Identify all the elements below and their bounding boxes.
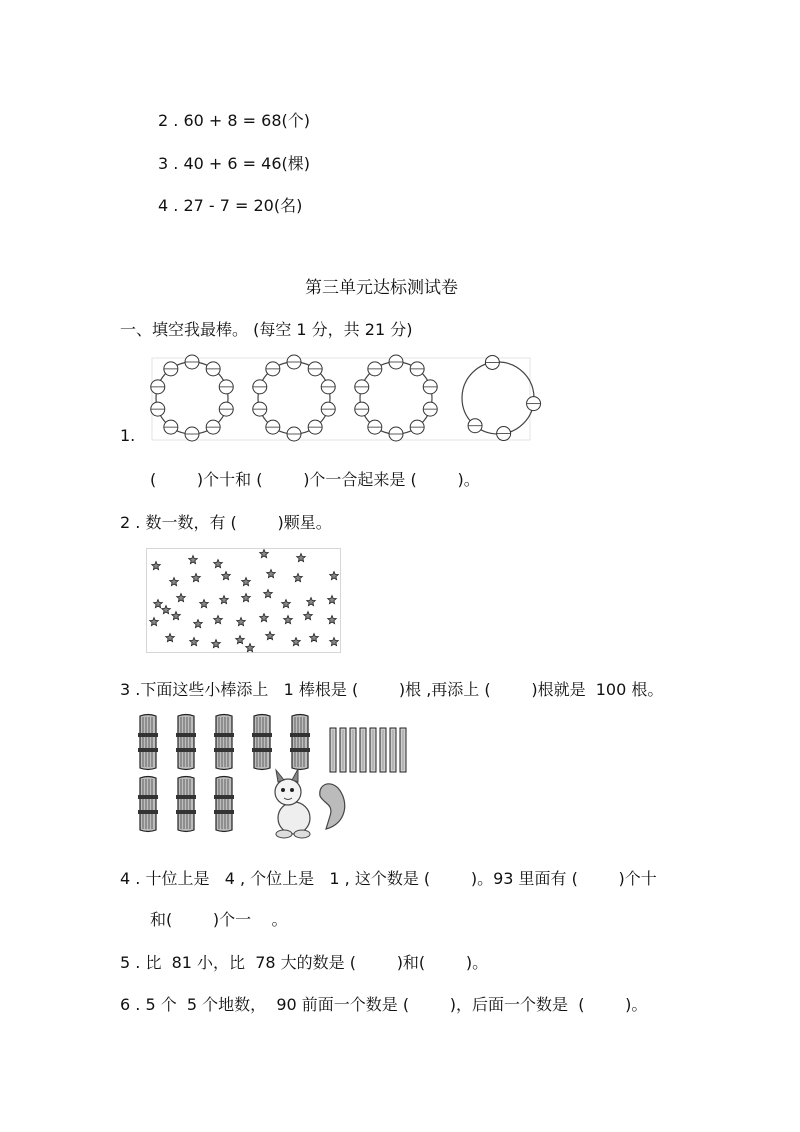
star (236, 636, 245, 644)
single-stick (350, 728, 356, 772)
bead (206, 420, 220, 434)
star (212, 640, 221, 648)
star (282, 600, 291, 608)
stick-bundle (138, 715, 158, 770)
bead (266, 362, 280, 376)
single-stick (370, 728, 376, 772)
bead-ring (253, 355, 335, 441)
bead (423, 402, 437, 416)
stick-bundle (252, 715, 272, 770)
single-stick (360, 728, 366, 772)
bead (355, 380, 369, 394)
star (292, 638, 301, 646)
q3-sticks-figure (134, 712, 434, 837)
star (166, 634, 175, 642)
bead (219, 380, 233, 394)
bead (164, 420, 178, 434)
bead (206, 362, 220, 376)
star (328, 596, 337, 604)
q4-line-1: 4 . 十位上是 4 , 个位上是 1 , 这个数是 ( )。93 里面有 ( )个十 (120, 869, 657, 888)
bead (423, 380, 437, 394)
star (222, 572, 231, 580)
bead (321, 380, 335, 394)
single-stick (400, 728, 406, 772)
stick-bundle (214, 777, 234, 832)
bead-ring (355, 355, 437, 441)
bead-ring (462, 355, 541, 440)
star (189, 556, 198, 564)
star (154, 600, 163, 608)
single-stick (340, 728, 346, 772)
bead (321, 402, 335, 416)
bead (253, 380, 267, 394)
star (246, 644, 255, 652)
star (294, 574, 303, 582)
bead (151, 380, 165, 394)
star (307, 598, 316, 606)
bead (389, 427, 403, 441)
star (177, 594, 186, 602)
bead (527, 397, 541, 411)
star (162, 606, 171, 614)
q2-stars-figure (146, 548, 342, 654)
q1-text: ( )个十和 ( )个一合起来是 ( )。 (150, 470, 480, 489)
star (267, 570, 276, 578)
q2-text: 2 . 数一数，有 ( )颗星。 (120, 513, 332, 532)
star (150, 618, 159, 626)
bead (185, 427, 199, 441)
bead (308, 362, 322, 376)
bead (410, 420, 424, 434)
single-stick (330, 728, 336, 772)
star (310, 634, 319, 642)
star (330, 638, 339, 646)
star (242, 578, 251, 586)
section-one-heading: 一、填空我最棒。 (每空 1 分，共 21 分) (120, 320, 413, 339)
star (170, 578, 179, 586)
bead (266, 420, 280, 434)
star (297, 554, 306, 562)
star (192, 574, 201, 582)
star (264, 590, 273, 598)
bead (287, 355, 301, 369)
bead (185, 355, 199, 369)
star (260, 614, 269, 622)
bead (368, 420, 382, 434)
single-stick (390, 728, 396, 772)
squirrel-illustration (275, 769, 345, 838)
bead (253, 402, 267, 416)
single-stick (380, 728, 386, 772)
q4-line-2: 和( )个一 。 (150, 910, 288, 929)
bead (497, 427, 511, 441)
bead (410, 362, 424, 376)
star (220, 596, 229, 604)
star (242, 594, 251, 602)
stick-bundle (176, 777, 196, 832)
star (304, 612, 313, 620)
bead-ring (151, 355, 233, 441)
q5-text: 5 . 比 81 小，比 78 大的数是 ( )和( )。 (120, 953, 489, 972)
star (190, 638, 199, 646)
star (330, 572, 339, 580)
stick-bundle (176, 715, 196, 770)
bead (389, 355, 403, 369)
star (200, 600, 209, 608)
bead (485, 355, 499, 369)
star (194, 620, 203, 628)
bead (355, 402, 369, 416)
answer-line-2: 2 . 60 + 8 = 68(个) (158, 111, 310, 130)
star (237, 618, 246, 626)
stick-bundle (138, 777, 158, 832)
star (260, 550, 269, 558)
bead (287, 427, 301, 441)
star (172, 612, 181, 620)
star (328, 616, 337, 624)
bead (164, 362, 178, 376)
q1-bead-rings-figure (152, 358, 532, 443)
stick-bundle (290, 715, 310, 770)
q3-text: 3 .下面这些小棒添上 1 棒根是 ( )根 ,再添上 ( )根就是 100 根。 (120, 680, 664, 699)
q6-text: 6 . 5 个 5 个地数， 90 前面一个数是 ( )，后面一个数是 ( )。 (120, 995, 648, 1014)
star (214, 616, 223, 624)
bead (468, 419, 482, 433)
star (152, 562, 161, 570)
answer-line-4: 4 . 27 - 7 = 20(名) (158, 196, 303, 215)
bead (368, 362, 382, 376)
star (214, 560, 223, 568)
star (266, 632, 275, 640)
q1-number: 1. (120, 426, 136, 445)
bead (308, 420, 322, 434)
bead (151, 402, 165, 416)
answer-line-3: 3 . 40 + 6 = 46(棵) (158, 154, 310, 173)
test-title: 第三单元达标测试卷 (305, 278, 458, 298)
bead (219, 402, 233, 416)
stick-bundle (214, 715, 234, 770)
star (284, 616, 293, 624)
